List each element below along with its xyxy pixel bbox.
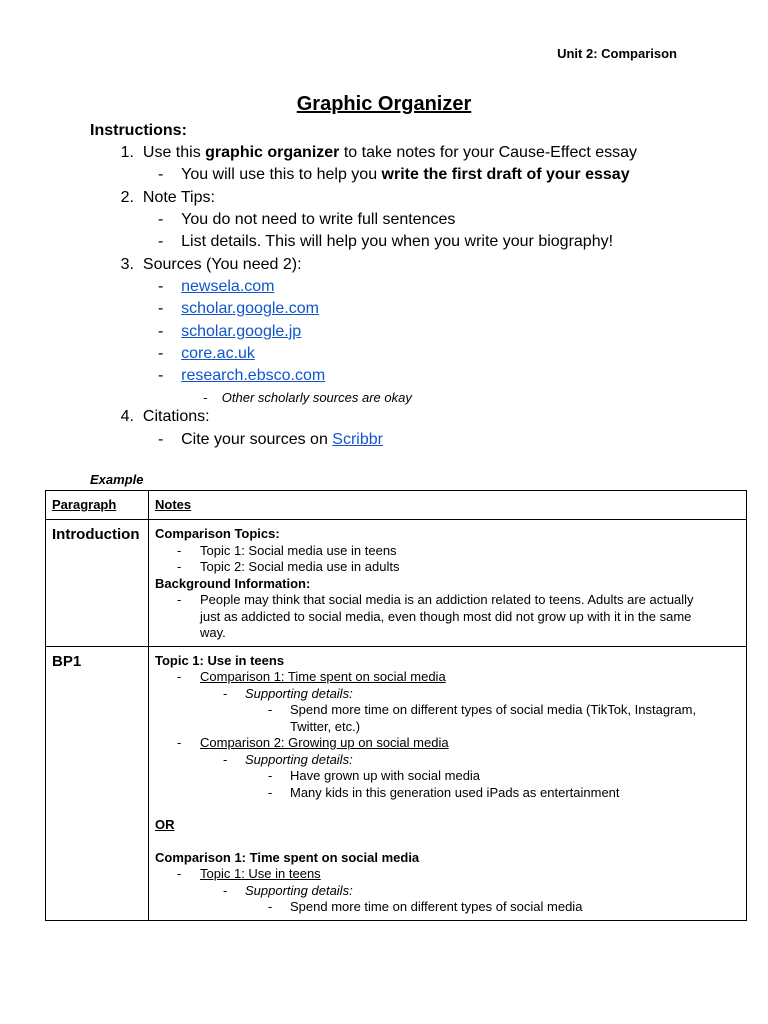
source-link-scholar-google-jp[interactable]: scholar.google.jp <box>181 323 302 340</box>
instruction-item-1: 1. Use this graphic organizer to take notes for your Cause-Effect essay <box>120 144 638 161</box>
notes-cell-bp1[interactable]: Topic 1: Use in teens - Comparison 1: Time spent on social media - Supporting details: - Spend more time on different types of social media (TikTok, Instagram, Twitter, etc.) - Comparison 2: Growing up on social media - Supporting details: - Have grown up with social media - Many kids in this generation used iPads as entertainment OR Comparison 1: Time spent on social media - Topic 1: Use in teens - Supporting details: - Spend more time on different types of social media <box>149 646 747 920</box>
source-row: - research.ebsco.com <box>158 367 326 384</box>
notes-cell-introduction[interactable]: Comparison Topics: - Topic 1: Social media use in teens - Topic 2: Social media use in adults Background Information: - People may think that social media is an addiction related to teens. Adults are actually just as addicted to social media, even though most did not grow up with it in the same way. <box>149 520 747 647</box>
source-row: - newsela.com <box>158 278 275 295</box>
unit-label: Unit 2: Comparison <box>557 46 677 61</box>
instruction-sub: - You will use this to help you write the first draft of your essay <box>158 166 630 183</box>
column-header-notes: Notes <box>155 497 192 512</box>
instructions-heading: Instructions: <box>90 122 187 139</box>
instruction-item-4: 4. Citations: <box>120 408 210 425</box>
table-row-bp1 <box>46 646 747 920</box>
organizer-table <box>45 490 747 921</box>
source-link-ebsco[interactable]: research.ebsco.com <box>181 367 326 384</box>
page-title: Graphic Organizer <box>296 93 472 115</box>
table-row-introduction <box>46 520 747 647</box>
source-row: - scholar.google.jp <box>158 323 302 340</box>
source-link-newsela[interactable]: newsela.com <box>181 278 275 295</box>
instruction-item-3: 3. Sources (You need 2): <box>120 256 302 273</box>
example-label: Example <box>90 472 144 487</box>
source-row: - core.ac.uk <box>158 345 255 362</box>
instruction-sub: - You do not need to write full sentences <box>158 211 456 228</box>
instruction-item-2: 2. Note Tips: <box>120 189 215 206</box>
instruction-sub: - Cite your sources on Scribbr <box>158 431 383 448</box>
paragraph-label-bp1: BP1 <box>52 652 82 670</box>
table-header-row <box>46 491 747 520</box>
sources-note: - Other scholarly sources are okay <box>203 390 412 405</box>
column-header-paragraph: Paragraph <box>52 497 117 512</box>
source-link-core[interactable]: core.ac.uk <box>181 345 255 362</box>
scribbr-link[interactable]: Scribbr <box>332 431 383 448</box>
instruction-sub: - List details. This will help you when you write your biography! <box>158 233 614 250</box>
source-row: - scholar.google.com <box>158 300 319 317</box>
source-link-scholar-google-com[interactable]: scholar.google.com <box>181 300 319 317</box>
paragraph-label-introduction: Introduction <box>52 526 140 543</box>
